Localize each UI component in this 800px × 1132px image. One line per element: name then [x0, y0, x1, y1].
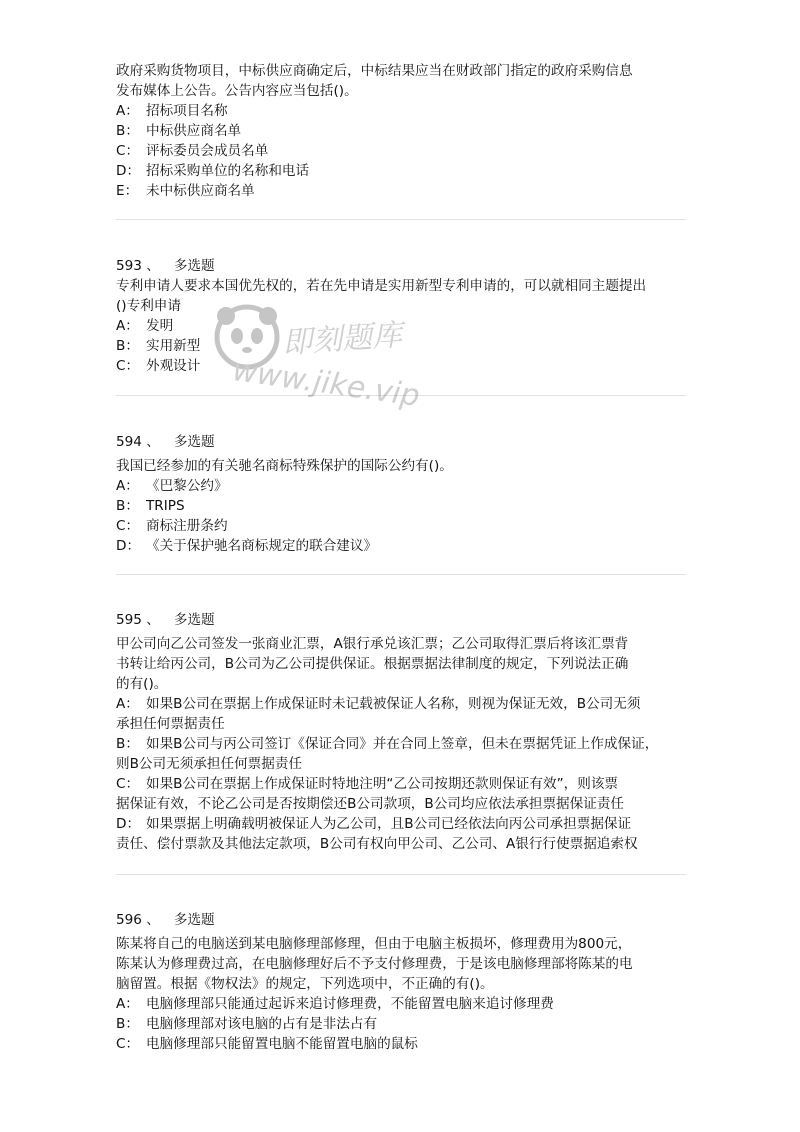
- watermark-url: www.jike.vip: [230, 353, 422, 414]
- question-stem-line: 发布媒体上公告。公告内容应当包括()。: [116, 83, 358, 99]
- option-a: A： 电脑修理部只能通过起诉来追讨修理费，不能留置电脑来追讨修理费: [116, 996, 554, 1012]
- question-header: 595 、 多选题: [116, 612, 215, 628]
- question-stem-line: 的有()。: [116, 676, 168, 692]
- question-stem-line: 我国已经参加的有关驰名商标特殊保护的国际公约有()。: [116, 458, 453, 474]
- question-stem-line: 陈某将自己的电脑送到某电脑修理部修理，但由于电脑主板损坏，修理费用为800元，: [116, 936, 632, 952]
- question-stem-line: 陈某认为修理费过高，在电脑修理好后不予支付修理费，于是该电脑修理部将陈某的电: [116, 956, 633, 972]
- option-b: B： 实用新型: [116, 338, 201, 354]
- question-stem-line: 脑留置。根据《物权法》的规定，下列选项中，不正确的有()。: [116, 976, 494, 992]
- question-header: 593 、 多选题: [116, 258, 215, 274]
- question-stem-line: 专利申请人要求本国优先权的，若在先申请是实用新型专利申请的，可以就相同主题提出: [116, 278, 647, 294]
- question-stem-line: 书转让给丙公司，B公司为乙公司提供保证。根据票据法律制度的规定，下列说法正确: [116, 656, 629, 672]
- watermark-brand: 即刻题库: [281, 317, 404, 362]
- question-divider: [116, 874, 686, 875]
- question-stem-line: ()专利申请: [116, 298, 181, 314]
- question-divider: [116, 219, 686, 220]
- question-header: 596 、 多选题: [116, 912, 215, 928]
- question-595: [116, 610, 690, 854]
- question-header: 594 、 多选题: [116, 434, 215, 450]
- option-b: B： 如果B公司与丙公司签订《保证合同》并在合同上签章，但未在票据凭证上作成保证， 则B公司无须承担任何票据责任: [116, 736, 659, 772]
- option-d: D： 《关于保护驰名商标规定的联合建议》: [116, 538, 378, 554]
- question-stem-line: 政府采购货物项目，中标供应商确定后，中标结果应当在财政部门指定的政府采购信息: [116, 63, 633, 79]
- option-c: C： 如果B公司在票据上作成保证时特地注明“乙公司按期还款则保证有效”，则该票 据保证有效，不论乙公司是否按期偿还B公司款项，B公司均应依法承担票据保证责任: [116, 776, 625, 812]
- option-a: A： 发明: [116, 318, 174, 334]
- watermark: [212, 294, 432, 424]
- option-d: D： 招标采购单位的名称和电话: [116, 163, 310, 179]
- option-b: B： TRIPS: [116, 498, 185, 514]
- option-b: B： 电脑修理部对该电脑的占有是非法占有: [116, 1016, 378, 1032]
- question-divider: [116, 574, 686, 575]
- option-b: B： 中标供应商名单: [116, 123, 242, 139]
- option-c: C： 商标注册条约: [116, 518, 228, 534]
- question-592: [116, 61, 690, 201]
- question-596: [116, 910, 690, 1054]
- option-a: A： 如果B公司在票据上作成保证时未记载被保证人名称，则视为保证无效，B公司无须 承担任何票据责任: [116, 696, 641, 732]
- option-e: E： 未中标供应商名单: [116, 183, 255, 199]
- question-stem-line: 甲公司向乙公司签发一张商业汇票，A银行承兑该汇票；乙公司取得汇票后将该汇票背: [116, 636, 629, 652]
- question-594: [116, 432, 690, 556]
- option-a: A： 《巴黎公约》: [116, 478, 228, 494]
- option-d: D： 如果票据上明确载明被保证人为乙公司，且B公司已经依法向丙公司承担票据保证 责任、偿付票款及其他法定款项，B公司有权向甲公司、乙公司、A银行行使票据追索权: [116, 816, 638, 852]
- option-a: A： 招标项目名称: [116, 103, 228, 119]
- option-c: C： 外观设计: [116, 358, 201, 374]
- option-c: C： 评标委员会成员名单: [116, 143, 269, 159]
- option-c: C： 电脑修理部只能留置电脑不能留置电脑的鼠标: [116, 1036, 418, 1052]
